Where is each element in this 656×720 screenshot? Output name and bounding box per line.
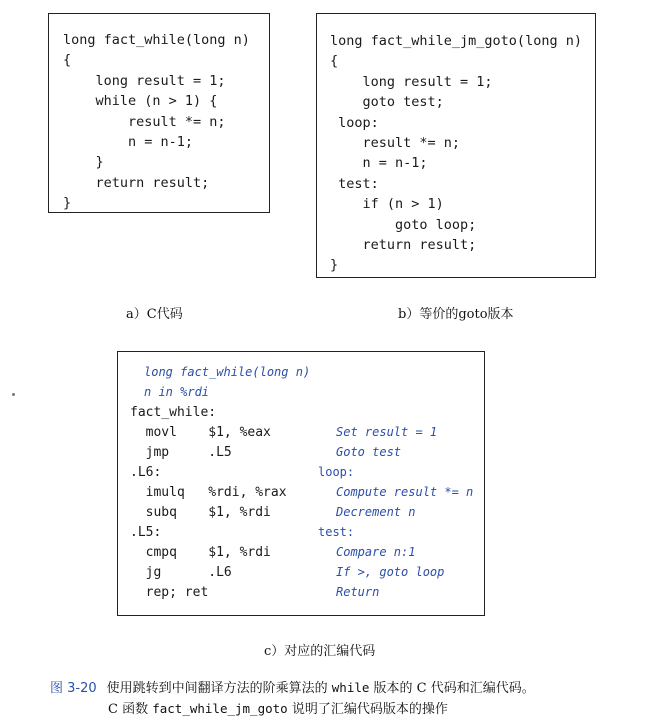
asm-instruction: subq $1, %rdi — [130, 505, 271, 520]
asm-row — [130, 545, 484, 565]
goto-code-block — [330, 31, 595, 276]
asm-row — [130, 465, 484, 485]
c-code-block — [63, 30, 269, 214]
assembly-code-box — [117, 351, 485, 616]
c-code-line: long fact_while(long n) — [63, 32, 250, 48]
c-code-line: n = n-1; — [63, 134, 194, 151]
caption-a: a）C代码 — [126, 307, 183, 322]
figure-caption-text: 使用跳转到中间翻译方法的阶乘算法的 — [106, 681, 332, 696]
goto-code-line: n = n-1; — [330, 155, 428, 172]
asm-goto-label: test: — [318, 525, 355, 539]
goto-code-line: result *= n; — [330, 135, 461, 152]
asm-row — [130, 505, 484, 525]
goto-code-line: test: — [330, 175, 379, 192]
figure-caption-text: 版本的 C 代码和汇编代码。 — [369, 681, 535, 696]
caption-b: b）等价的goto版本 — [398, 307, 514, 322]
asm-row — [130, 525, 484, 545]
figure-caption — [50, 678, 650, 720]
asm-header-signature: long fact_while(long n) — [144, 365, 311, 379]
stray-dot — [12, 393, 15, 396]
asm-row — [130, 485, 484, 505]
asm-instruction: jg .L6 — [130, 565, 232, 580]
asm-goto-label: loop: — [318, 465, 355, 479]
asm-comment: Decrement n — [336, 505, 416, 519]
c-code-line: } — [63, 154, 104, 171]
asm-instruction: jmp .L5 — [130, 445, 232, 460]
asm-row — [130, 425, 484, 445]
c-code-line: long result = 1; — [63, 72, 226, 89]
figure-caption-text: C 函数 — [108, 702, 153, 717]
asm-instruction: movl $1, %eax — [130, 425, 271, 440]
goto-code-line: loop: — [330, 114, 379, 131]
asm-row — [130, 565, 484, 585]
asm-comment: Set result = 1 — [336, 425, 438, 439]
c-code-box — [48, 13, 270, 213]
asm-row — [130, 585, 484, 605]
goto-code-line: if (n > 1) — [330, 196, 444, 213]
c-code-line: return result; — [63, 174, 210, 191]
asm-header-register: n in %rdi — [144, 385, 210, 399]
asm-instruction: .L5: — [130, 525, 162, 540]
asm-row — [130, 445, 484, 465]
asm-instruction: fact_while: — [130, 405, 217, 420]
goto-code-box — [316, 13, 596, 278]
c-code-line: while (n > 1) { — [63, 93, 218, 110]
goto-code-line: long result = 1; — [330, 73, 493, 90]
c-code-line: } — [63, 195, 72, 212]
c-code-line: result *= n; — [63, 113, 226, 130]
inline-code-function: fact_while_jm_goto — [152, 701, 288, 716]
asm-comment: Return — [336, 585, 380, 599]
asm-comment: If >, goto loop — [336, 565, 445, 579]
goto-code-line: long fact_while_jm_goto(long n) — [330, 33, 582, 49]
asm-instruction: cmpq $1, %rdi — [130, 545, 271, 560]
asm-instruction: rep; ret — [130, 585, 209, 600]
asm-instruction: imulq %rdi, %rax — [130, 485, 287, 500]
asm-header-line — [130, 385, 484, 405]
goto-code-line: return result; — [330, 237, 477, 254]
asm-instruction: .L6: — [130, 465, 162, 480]
asm-rows — [130, 405, 484, 605]
c-code-line: { — [63, 52, 72, 69]
asm-row — [130, 405, 484, 425]
figure-caption-line-1 — [50, 678, 650, 699]
asm-header-line — [130, 365, 484, 385]
goto-code-line: } — [330, 257, 339, 274]
figure-caption-text: 说明了汇编代码版本的操作 — [287, 702, 448, 717]
goto-code-line: goto test; — [330, 94, 444, 111]
goto-code-line: { — [330, 53, 339, 70]
figure-number: 图 3-20 — [50, 681, 97, 696]
goto-code-line: goto loop; — [330, 216, 477, 233]
asm-comment: Compare n:1 — [336, 545, 416, 559]
asm-comment: Compute result *= n — [336, 485, 474, 499]
inline-code-while: while — [331, 680, 370, 695]
figure-caption-line-2 — [50, 699, 650, 720]
caption-c: c）对应的汇编代码 — [264, 644, 376, 659]
asm-comment: Goto test — [336, 445, 402, 459]
